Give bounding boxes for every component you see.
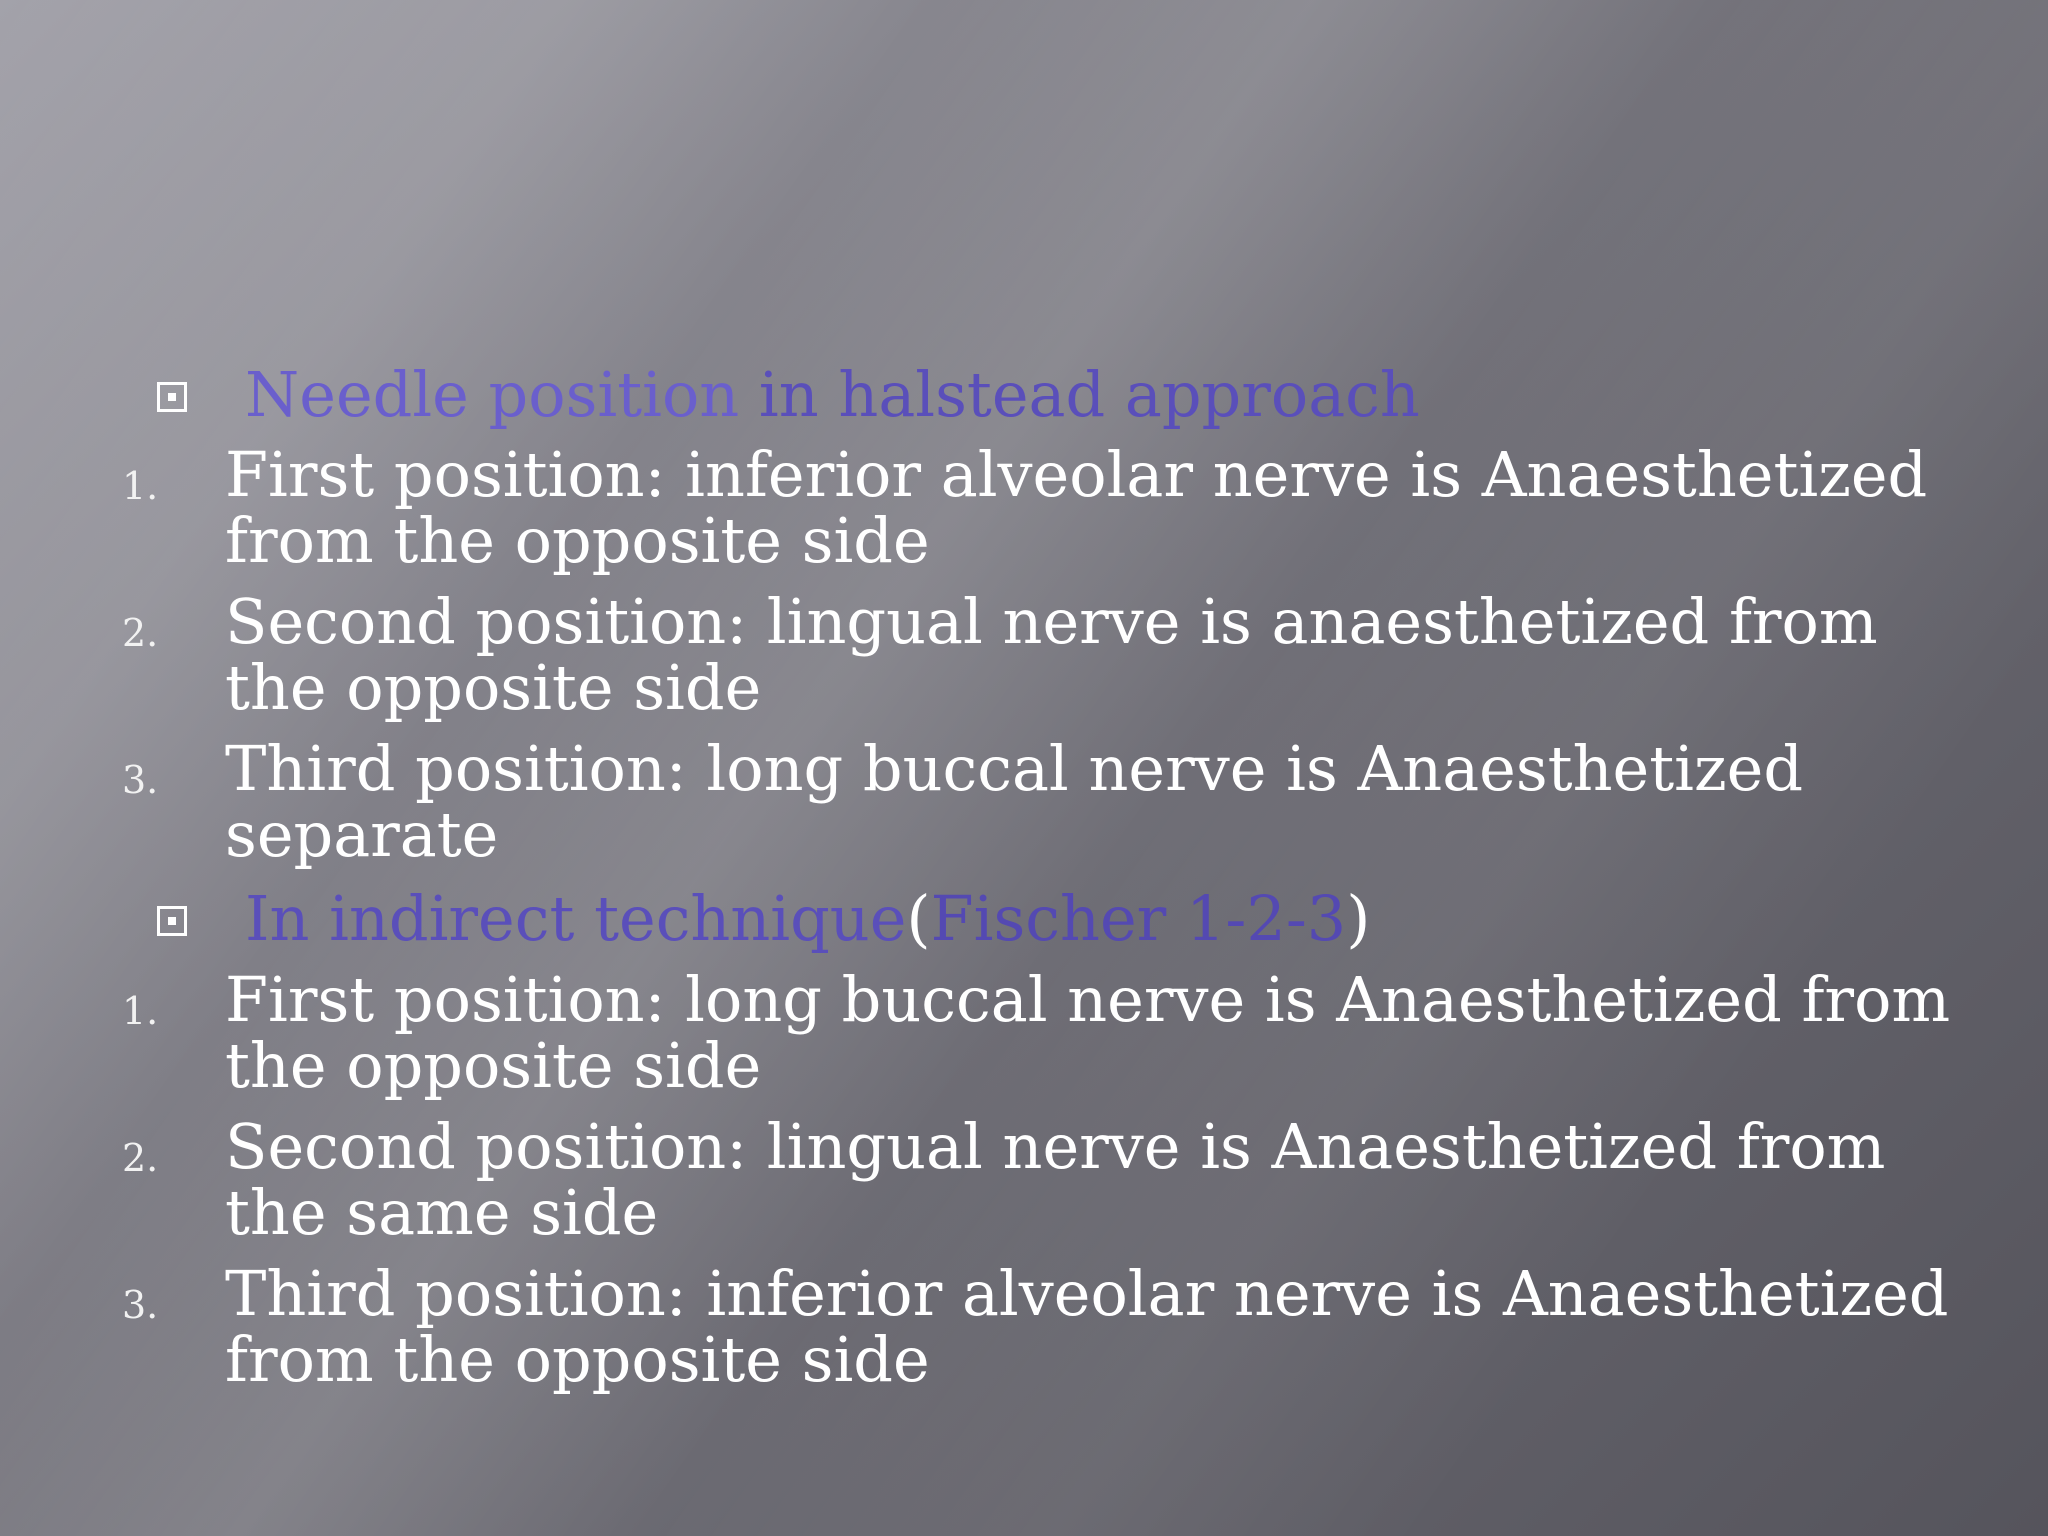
checkbox-bullet-icon [157,382,187,412]
list-number: 1. [122,989,159,1033]
list-number: 1. [122,464,159,508]
list-item-text: Third position: long buccal nerve is Anaesthetized separate [225,732,1804,871]
list-item-text: Second position: lingual nerve is anaesthetized from the opposite side [225,585,1878,724]
list-number: 2. [122,611,159,655]
list-number: 3. [122,758,159,802]
section2-heading-text: In indirect technique(Fischer 1-2-3) [245,882,1371,955]
list-number: 3. [122,1283,159,1327]
list-item-text: Second position: lingual nerve is Anaesthetized from the same side [225,1110,1886,1249]
list-number: 2. [122,1136,159,1180]
list-item-text: Third position: inferior alveolar nerve is Anaesthetized from the opposite side [225,1257,1949,1396]
list-item-text: First position: inferior alveolar nerve is Anaesthetized from the opposite side [225,438,1928,577]
list-item-text: First position: long buccal nerve is Anaesthetized from the opposite side [225,963,1951,1102]
section1-heading-text: Needle position in halstead approach [245,358,1420,431]
checkbox-bullet-icon [157,906,187,936]
